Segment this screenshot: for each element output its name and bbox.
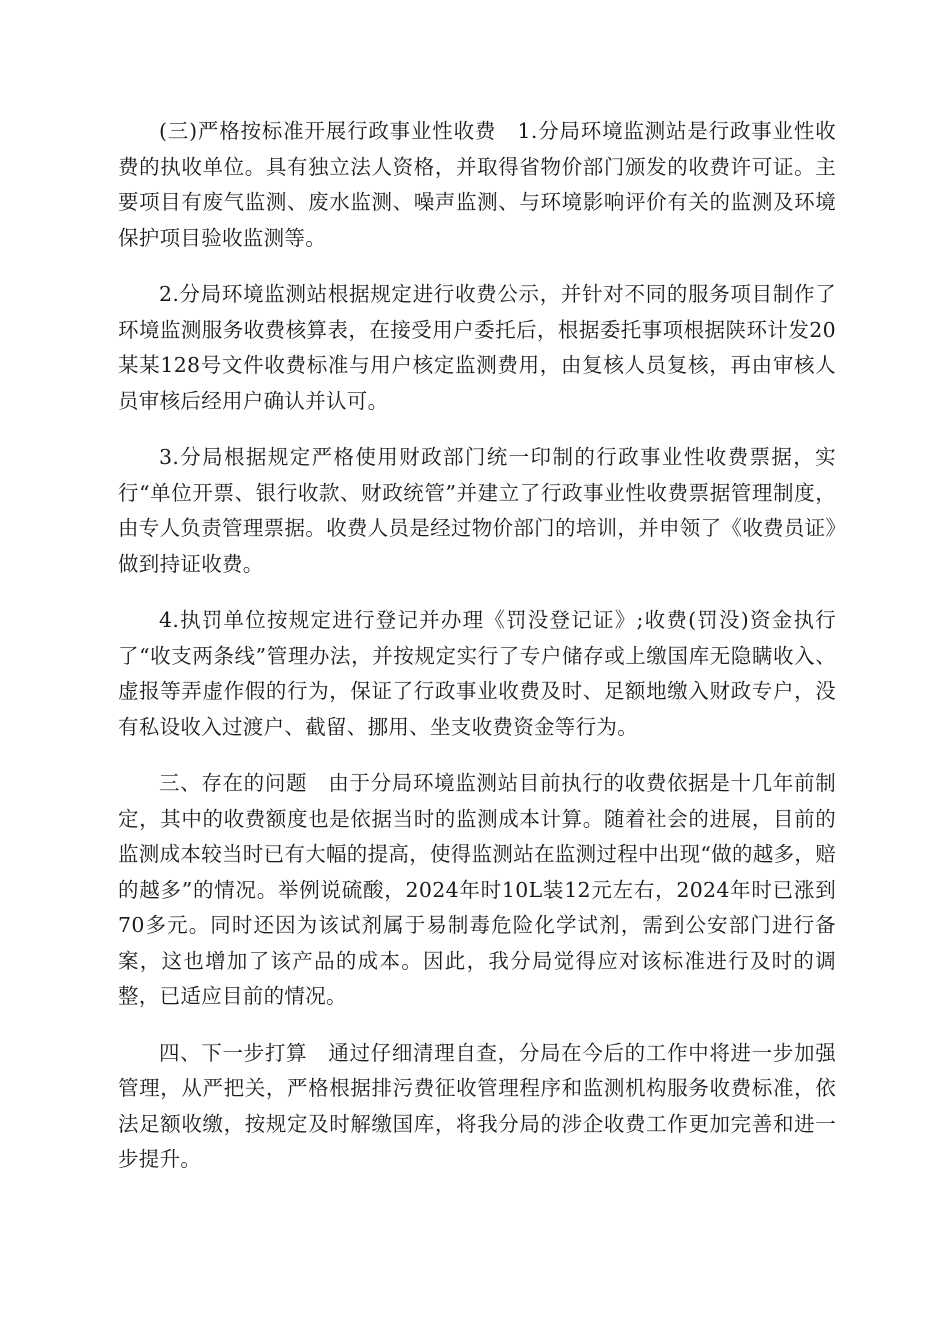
document-body xyxy=(118,114,836,1199)
paragraph-fee-standards: (三)严格按标准开展行政事业性收费 1.分局环境监测站是行政事业性收费的执收单位。具有独立法人资格，并取得省物价部门颁发的收费许可证。主要项目有废气监测、废水监测、噪声监测、与环境影响评价有关的监测及环境保护项目验收监测等。 xyxy=(118,119,836,250)
paragraph-fee-publicity: 2.分局环境监测站根据规定进行收费公示，并针对不同的服务项目制作了环境监测服务收费核算表，在接受用户委托后，根据委托事项根据陕环计发20某某128号文件收费标准与用户核定监测费用，由复核人员复核，再由审核人员审核后经用户确认并认可。 xyxy=(118,282,836,413)
paragraph-next-steps: 四、下一步打算 通过仔细清理自查，分局在今后的工作中将进一步加强管理，从严把关，严格根据排污费征收管理程序和监测机构服务收费标准，依法足额收缴，按规定及时解缴国库，将我分局的涉企收费工作更加完善和进一步提升。 xyxy=(118,1040,836,1171)
paragraph-existing-problems: 三、存在的问题 由于分局环境监测站目前执行的收费依据是十几年前制定，其中的收费额度也是依据当时的监测成本计算。随着社会的进展，目前的监测成本较当时已有大幅的提高，使得监测站在监测过程中出现“做的越多，赔的越多”的情况。举例说硫酸，2024年时10L装12元左右，2024年时已涨到70多元。同时还因为该试剂属于易制毒危险化学试剂，需到公安部门进行备案，这也增加了该产品的成本。因此，我分局觉得应对该标准进行及时的调整，已适应目前的情况。 xyxy=(118,771,836,1008)
paragraph-fee-receipts: 3.分局根据规定严格使用财政部门统一印制的行政事业性收费票据，实行“单位开票、银行收款、财政统管”并建立了行政事业性收费票据管理制度，由专人负责管理票据。收费人员是经过物价部门的培训，并申领了《收费员证》做到持证收费。 xyxy=(118,445,836,576)
paragraph-penalty-registration: 4.执罚单位按规定进行登记并办理《罚没登记证》;收费(罚没)资金执行了“收支两条线”管理办法，并按规定实行了专户储存或上缴国库无隐瞒收入、虚报等弄虚作假的行为，保证了行政事业收费及时、足额地缴入财政专户，没有私设收入过渡户、截留、挪用、坐支收费资金等行为。 xyxy=(118,608,836,739)
